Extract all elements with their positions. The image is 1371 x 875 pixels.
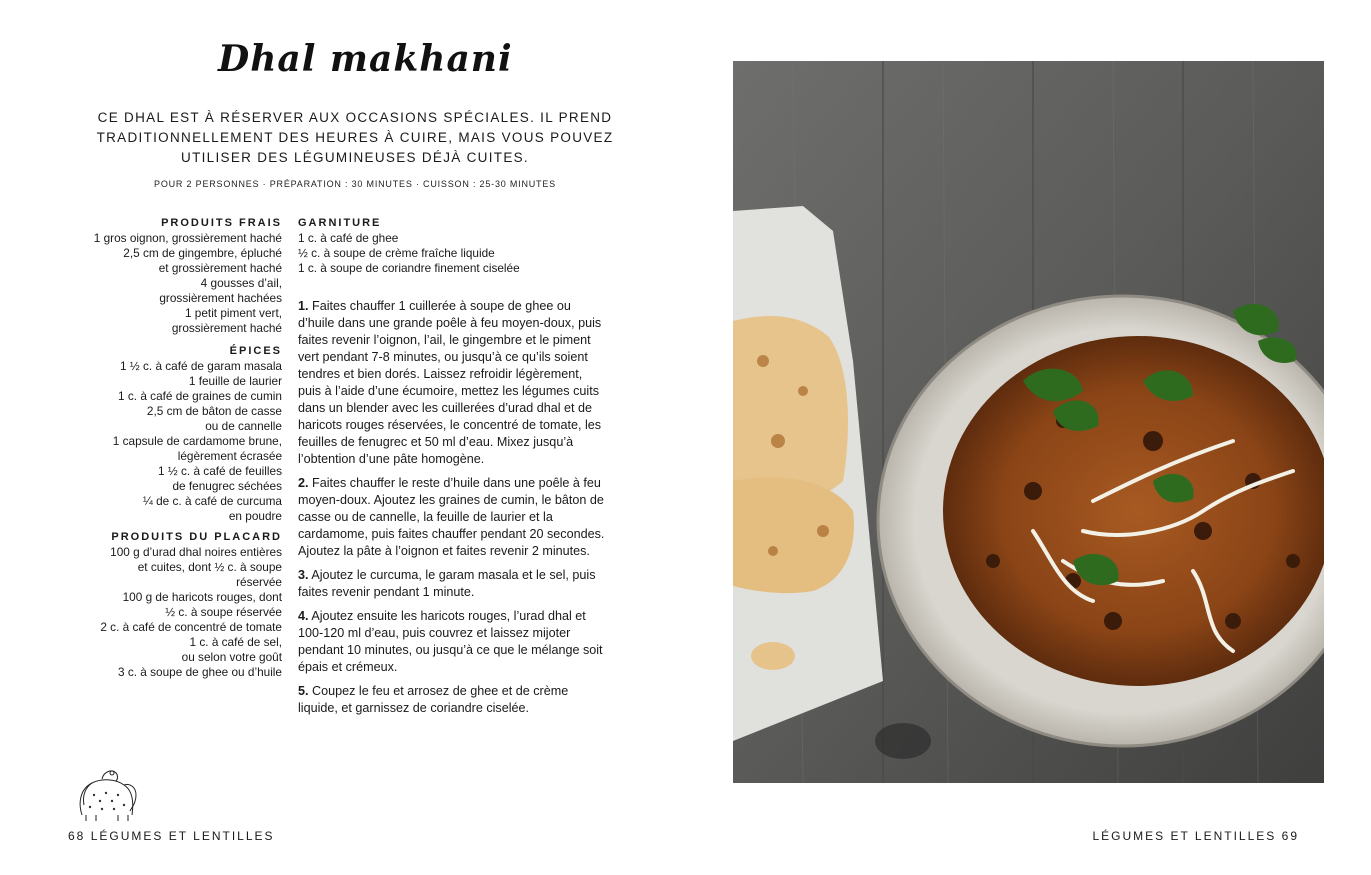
method-steps	[298, 298, 608, 717]
method-column	[298, 216, 608, 724]
method-step	[298, 298, 608, 468]
section-label-right: LÉGUMES ET LENTILLES	[1092, 829, 1277, 843]
step-number: 1.	[298, 299, 309, 313]
ingredient-line: en poudre	[228, 509, 282, 523]
ingredient-line: 1 c. à café de sel,	[189, 635, 282, 649]
footer-right	[1092, 829, 1299, 843]
ingredient-line: 2,5 cm de bâton de casse	[146, 404, 282, 418]
garnish-line: 1 c. à café de ghee	[298, 231, 399, 245]
spices-list	[62, 359, 282, 524]
ingredient-line: 1 capsule de cardamome brune,	[112, 434, 282, 448]
method-step	[298, 475, 608, 560]
ingredient-line: légèrement écrasée	[177, 449, 282, 463]
ingredient-line: 1 ½ c. à café de garam masala	[120, 359, 282, 373]
elephant-illustration-icon	[72, 765, 144, 823]
ingredient-line: grossièrement hachées	[159, 291, 282, 305]
step-number: 4.	[298, 609, 309, 623]
step-number: 2.	[298, 476, 309, 490]
ingredient-line: ½ c. à soupe réservée	[165, 605, 282, 619]
ingredient-line: réservée	[236, 575, 282, 589]
fresh-heading: PRODUITS FRAIS	[161, 217, 282, 229]
step-text: Coupez le feu et arrosez de ghee et de crème liquide, et garnissez de coriandre ciselée.	[298, 684, 569, 715]
step-text: Ajoutez ensuite les haricots rouges, l’urad dhal et 100-120 ml d’eau, puis couvrez et laissez mijoter pendant 10 minutes, ou jusqu’à ce que le mélange soit épais et crémeux.	[298, 609, 603, 674]
ingredient-line: 1 c. à café de graines de cumin	[118, 389, 282, 403]
ingredient-line: ¼ de c. à café de curcuma	[142, 494, 282, 508]
pantry-list	[62, 545, 282, 680]
ingredient-line: et grossièrement haché	[158, 261, 282, 275]
method-step	[298, 683, 608, 717]
step-text: Ajoutez le curcuma, le garam masala et le sel, puis faites revenir pendant 1 minute.	[298, 568, 596, 599]
garnish-line: 1 c. à soupe de coriandre finement ciselée	[298, 261, 520, 275]
pantry-heading: PRODUITS DU PLACARD	[111, 531, 282, 543]
ingredient-line: 1 feuille de laurier	[188, 374, 282, 388]
spices-heading: ÉPICES	[229, 345, 282, 357]
step-text: Faites chauffer le reste d’huile dans une poêle à feu moyen-doux. Ajoutez les graines de cumin, le bâton de casse ou de cannelle, la feuille de laurier et la cardamome, puis faites chauffer pendant 20 secondes. Ajoutez la pâte à l’oignon et faites revenir 2 minutes.	[298, 476, 605, 558]
dish-photo	[733, 61, 1324, 783]
recipe-intro: CE DHAL EST À RÉSERVER AUX OCCASIONS SPÉCIALES. IL PREND TRADITIONNELLEMENT DES HEURES À CUIRE, MAIS VOUS POUVEZ UTILISER DES LÉGUMINEUSES DÉJÀ CUITES.	[96, 110, 614, 165]
dhal-photo-illustration	[733, 61, 1324, 783]
ingredient-line: ou selon votre goût	[181, 650, 282, 664]
step-text: Faites chauffer 1 cuillerée à soupe de ghee ou d’huile dans une grande poêle à feu moyen-doux, puis faites revenir l’oignon, l’ail, le gingembre et le piment vert pendant 7-8 minutes, ou jusqu’à ce qu’ils soient tendres et bien dorés. Laissez refroidir légèrement, puis à l’aide d’une écumoire, mettez les légumes cuits dans un blender avec les cuillerées d’urad dhal et de haricots rouges réservées, le concentré de tomate, les feuilles de fenugrec et 50 ml d’eau. Mixez jusqu’à l’obtention d’une pâte homogène.	[298, 299, 602, 466]
garnish-heading: GARNITURE	[298, 217, 382, 229]
garnish-line: ½ c. à soupe de crème fraîche liquide	[298, 246, 495, 260]
recipe-meta: POUR 2 PERSONNES · PRÉPARATION : 30 MINUTES · CUISSON : 25-30 MINUTES	[154, 179, 556, 189]
page-number-left: 68	[68, 829, 86, 843]
ingredient-line: et cuites, dont ½ c. à soupe	[137, 560, 282, 574]
ingredient-line: 1 petit piment vert,	[184, 306, 282, 320]
section-label-left: LÉGUMES ET LENTILLES	[90, 829, 275, 843]
ingredient-line: 3 c. à soupe de ghee ou d’huile	[118, 665, 282, 679]
ingredient-line: grossièrement haché	[171, 321, 282, 335]
method-step	[298, 608, 608, 676]
step-number: 5.	[298, 684, 309, 698]
ingredient-line: 1 ½ c. à café de feuilles	[158, 464, 282, 478]
ingredient-line: 100 g d’urad dhal noires entières	[110, 545, 282, 559]
footer-left	[68, 829, 275, 843]
ingredient-line: 2,5 cm de gingembre, épluché	[123, 246, 282, 260]
ingredient-line: ou de cannelle	[205, 419, 282, 433]
fresh-list	[62, 231, 282, 336]
step-number: 3.	[298, 568, 309, 582]
ingredient-line: 4 gousses d’ail,	[200, 276, 282, 290]
method-step	[298, 567, 608, 601]
ingredient-line: de fenugrec séchées	[172, 479, 282, 493]
recipe-title: Dhal makhani	[218, 38, 513, 80]
ingredient-line: 100 g de haricots rouges, dont	[122, 590, 282, 604]
page-number-right: 69	[1281, 829, 1299, 843]
ingredient-line: 1 gros oignon, grossièrement haché	[93, 231, 282, 245]
ingredient-line: 2 c. à café de concentré de tomate	[100, 620, 282, 634]
ingredients-column	[62, 216, 282, 680]
